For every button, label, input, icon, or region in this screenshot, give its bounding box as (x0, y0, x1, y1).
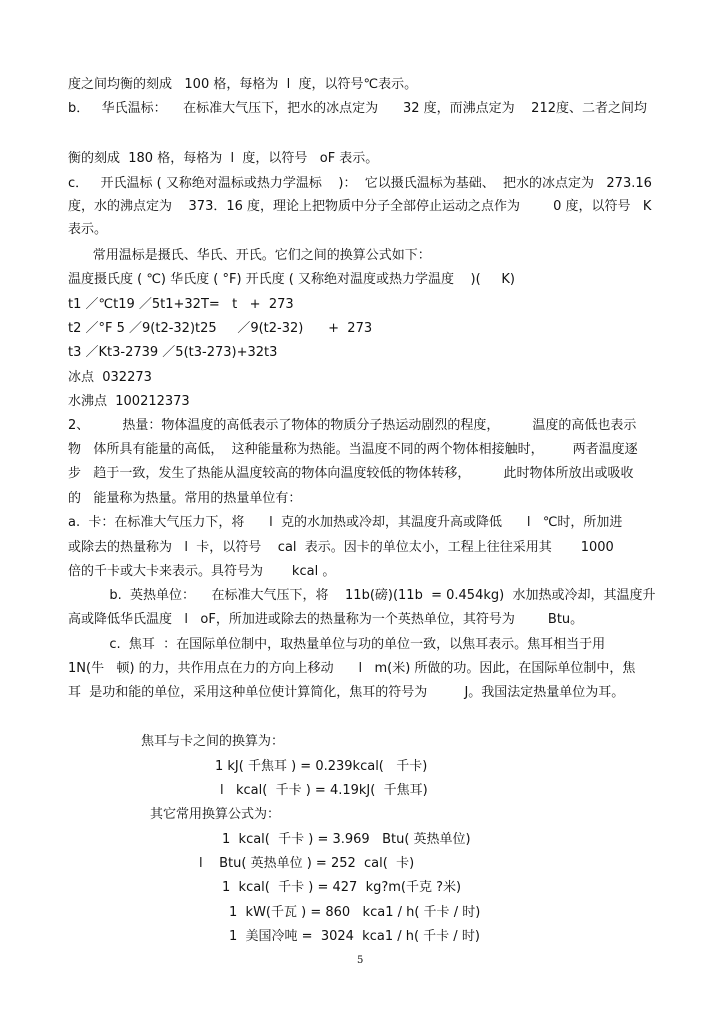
text-line-8: 温度摄氏度 ( ℃) 华氏度 ( °F) 开氏度 ( 又称绝对温度或热力学温度 )( K) (68, 272, 515, 287)
formula-line-1: 1 kJ( 千焦耳 ) = 0.239kcal( 千卡) (215, 759, 428, 774)
text-line-1: 度之间均衡的刻成 100 格，每格为 l 度，以符号℃表示。 (68, 77, 418, 92)
text-line-13: 水沸点 100212373 (68, 394, 190, 409)
formula-line-2: l kcal( 千卡 ) = 4.19kJ( 千焦耳) (220, 783, 428, 798)
text-line-7: 常用温标是摄氏、华氏、开氏。它们之间的换算公式如下： (68, 248, 431, 263)
text-line-24: 1N(牛 顿) 的力，共作用点在力的方向上移动 l m(米) 所做的功。因此，在国际单位制中，焦 (68, 661, 636, 676)
formula-line-6: 1 kW(千瓦 ) = 860 kca1 / h( 千卡 / 时) (229, 905, 481, 920)
text-line-5: 度，水的沸点定为 373．16 度，理论上把物质中分子全部停止运动之点作为 0 度，以符号 K (68, 199, 652, 214)
formula-line-5: 1 kcal( 千卡 ) = 427 kg?m(千克 ?米) (222, 880, 462, 895)
text-line-12: 冰点 032273 (68, 370, 152, 385)
text-line-11: t3 ／Kt3-2739 ／5(t3-273)+32t3 (68, 345, 278, 360)
text-line-9: t1 ／℃t19 ／5t1+32T= t + 273 (68, 297, 294, 312)
text-line-10: t2 ／°F 5 ／9(t2-32)t25 ／9(t2-32) + 273 (68, 321, 373, 336)
text-line-3: 衡的刻成 180 格，每格为 l 度，以符号 oF 表示。 (68, 151, 379, 166)
text-line-19: 或除去的热量称为 l 卡，以符号 cal 表示。因卡的单位太小，工程上往往采用其 1000 (68, 540, 614, 555)
text-line-6: 表示。 (68, 222, 108, 237)
text-line-22: 高或降低华氏温度 l oF，所加进或除去的热量称为一个英热单位，其符号为 Btu。 (68, 612, 584, 627)
formula-line-7: 1 美国冷吨 = 3024 kca1 / h( 千卡 / 时) (229, 929, 480, 944)
text-line-16: 步 趋于一致，发生了热能从温度较高的物体向温度较低的物体转移， 此时物体所放出或吸收 (68, 466, 634, 481)
text-line-21: b. 英热单位： 在标准大气压下，将 11b(磅)(11b = 0.454kg) 水加热或冷却，其温度升 (68, 588, 656, 603)
text-line-2: b． 华氏温标： 在标准大气压下，把水的冰点定为 32 度，而沸点定为 212度、二者之间均 (68, 101, 647, 116)
formula-line-4: l Btu( 英热单位 ) = 252 cal( 卡) (199, 856, 415, 871)
text-line-23: c. 焦耳 ：在国际单位制中，取热量单位与功的单位一致，以焦耳表示。焦耳相当于用 (68, 637, 606, 652)
text-line-17: 的 能量称为热量。常用的热量单位有： (68, 491, 302, 506)
text-line-14: 2、 热量：物体温度的高低表示了物体的物质分子热运动剧烈的程度， 温度的高低也表示 (68, 418, 637, 433)
text-line-25: 耳 是功和能的单位，采用这种单位使计算简化，焦耳的符号为 J。我国法定热量单位为耳。 (68, 685, 625, 700)
formula-heading-1: 焦耳与卡之间的换算为： (141, 734, 285, 749)
text-line-18: a. 卡：在标准大气压力下，将 l 克的水加热或冷却，其温度升高或降低 l ℃时，所加进 (68, 515, 623, 530)
text-line-15: 物 体所具有能量的高低， 这种能量称为热能。当温度不同的两个物体相接触时， 两者温度逐 (68, 442, 638, 457)
text-line-4: c． 开氏温标 ( 又称绝对温标或热力学温标 )： 它以摄氏温标为基础、 把水的冰点定为 273.16 (68, 176, 652, 191)
text-line-20: 倍的千卡或大卡来表示。具符号为 kcal 。 (68, 564, 336, 579)
formula-heading-2: 其它常用换算公式为： (150, 807, 281, 822)
page-number: 5 (357, 955, 364, 966)
formula-line-3: 1 kcal( 千卡 ) = 3.969 Btu( 英热单位) (222, 832, 471, 847)
